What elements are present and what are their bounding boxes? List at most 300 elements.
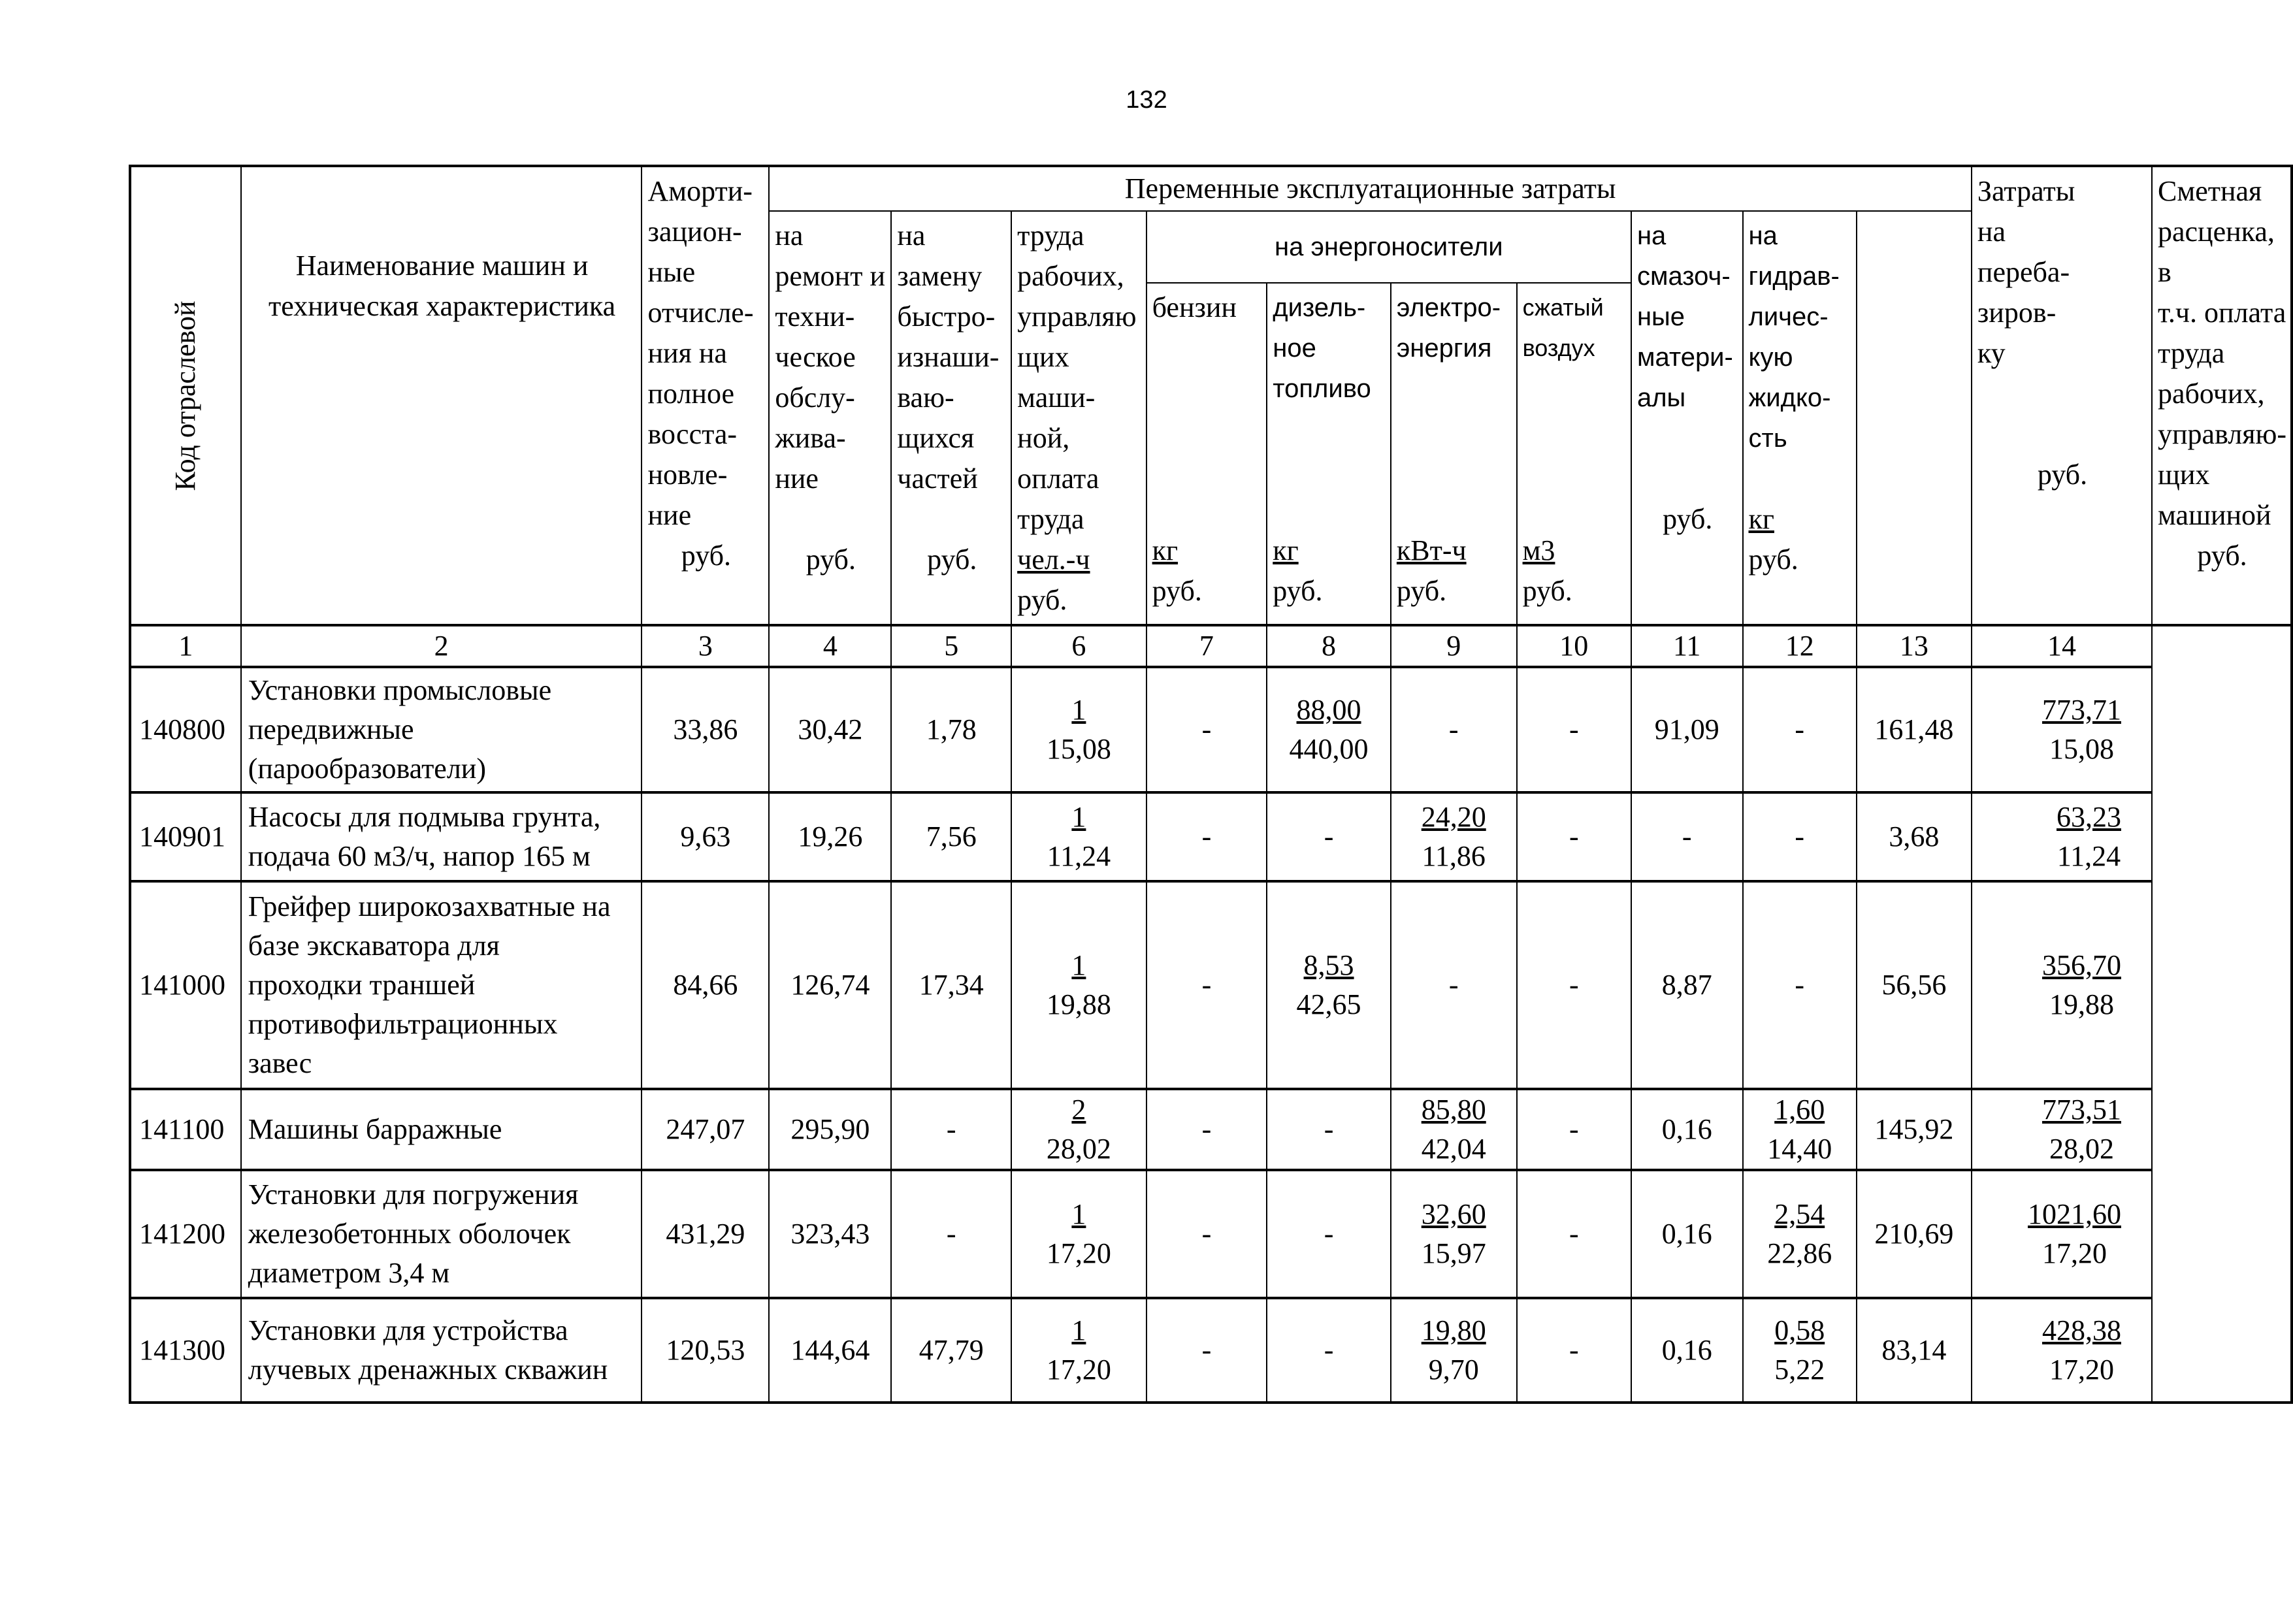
cell-c13: 161,48 bbox=[1857, 667, 1972, 792]
fraction-denominator: 11,24 bbox=[1047, 840, 1111, 872]
spacer bbox=[1977, 414, 2147, 455]
hdr-line: щихся bbox=[897, 422, 975, 454]
hdr-line: смазоч- bbox=[1636, 262, 1731, 291]
fraction-denominator: 28,02 bbox=[2049, 1133, 2114, 1165]
fraction-value bbox=[1767, 1195, 1832, 1273]
fraction-denominator: 17,20 bbox=[2049, 1354, 2114, 1386]
row-name bbox=[241, 1089, 642, 1170]
cell-c8 bbox=[1267, 881, 1391, 1089]
spacer bbox=[1397, 449, 1512, 490]
fraction-numerator: 1 bbox=[1071, 801, 1086, 833]
spacer bbox=[1523, 490, 1627, 530]
fraction-value bbox=[1422, 798, 1486, 876]
hdr-line: отчисле- bbox=[647, 297, 754, 329]
fraction-numerator: 428,38 bbox=[2042, 1314, 2121, 1346]
fraction-numerator: 1 bbox=[1071, 1314, 1086, 1346]
hdr-line: ваю- bbox=[897, 382, 954, 414]
hdr-line: на bbox=[775, 219, 804, 252]
spacer bbox=[775, 499, 886, 540]
hdr-line: зиров- bbox=[1977, 297, 2057, 329]
header-energy: на энергоносители bbox=[1146, 211, 1631, 283]
hdr-line: ные bbox=[647, 256, 696, 288]
cell-c14 bbox=[1972, 792, 2152, 881]
hdr-line: ное bbox=[1273, 334, 1316, 363]
cell-c9: - bbox=[1391, 667, 1517, 792]
table-row bbox=[130, 667, 2292, 792]
page-number: 132 bbox=[1126, 86, 1167, 114]
row-name-line: Установки промысловые bbox=[248, 674, 552, 706]
unit-rub: руб. bbox=[1017, 584, 1067, 616]
column-number: 12 bbox=[1743, 625, 1857, 667]
hdr-line: техни- bbox=[775, 300, 855, 333]
hdr-line: кую bbox=[1748, 343, 1793, 372]
table-row bbox=[130, 1170, 2292, 1298]
spacer bbox=[1397, 409, 1512, 449]
cell-c11: 0,16 bbox=[1631, 1298, 1743, 1403]
cell-c6 bbox=[1011, 1298, 1146, 1403]
fraction-value bbox=[1422, 1311, 1486, 1389]
unit-rub: руб. bbox=[1748, 544, 1798, 576]
header-hydraulic bbox=[1743, 211, 1857, 625]
hdr-line: оплата bbox=[1017, 463, 1099, 495]
hdr-line: матери- bbox=[1636, 343, 1733, 372]
header-name-line: техническая характеристика bbox=[268, 290, 616, 322]
spacer bbox=[1977, 374, 2147, 414]
table-row bbox=[130, 1089, 2292, 1170]
fraction-numerator: 773,51 bbox=[2042, 1094, 2121, 1126]
cell-c14 bbox=[1972, 1298, 2152, 1403]
hdr-line: Сметная bbox=[2158, 175, 2262, 207]
cell-c3: 247,07 bbox=[642, 1089, 769, 1170]
fraction-denominator: 17,20 bbox=[2042, 1237, 2107, 1269]
fraction-denominator: 17,20 bbox=[1046, 1237, 1111, 1269]
unit-rub: руб. bbox=[1663, 503, 1713, 535]
fraction-numerator: 1 bbox=[1071, 949, 1086, 981]
unit-rub: руб. bbox=[2037, 459, 2088, 491]
row-name-line: лучевых дренажных скважин bbox=[248, 1354, 608, 1386]
cell-c12: - bbox=[1743, 881, 1857, 1089]
column-number: 7 bbox=[1146, 625, 1267, 667]
spacer bbox=[1523, 409, 1627, 449]
hdr-line: полное bbox=[647, 378, 735, 410]
row-name-line: подача 60 м3/ч, напор 165 м bbox=[248, 840, 591, 872]
column-number: 5 bbox=[891, 625, 1011, 667]
unit-rub: руб. bbox=[2197, 540, 2247, 572]
cell-c5: 1,78 bbox=[891, 667, 1011, 792]
fraction-denominator: 5,22 bbox=[1774, 1354, 1825, 1386]
cell-c7: - bbox=[1146, 1089, 1267, 1170]
header-petrol bbox=[1146, 283, 1267, 625]
hdr-line: рабочих, bbox=[2158, 378, 2265, 410]
column-number: 3 bbox=[642, 625, 769, 667]
header-row-1 bbox=[130, 166, 2292, 211]
fraction-numerator: 1021,60 bbox=[2028, 1198, 2121, 1230]
hdr-line: ния на bbox=[647, 337, 727, 369]
row-name-line: Насосы для подмыва грунта, bbox=[248, 801, 601, 833]
fraction-numerator: 2,54 bbox=[1774, 1198, 1825, 1230]
fraction-value bbox=[1047, 798, 1111, 876]
cell-c13: 83,14 bbox=[1857, 1298, 1972, 1403]
cell-c6 bbox=[1011, 881, 1146, 1089]
cell-c10: - bbox=[1517, 881, 1631, 1089]
hdr-line: электро- bbox=[1396, 293, 1501, 322]
spacer bbox=[1152, 409, 1263, 449]
fraction-numerator: 1,60 bbox=[1774, 1094, 1825, 1126]
table-row bbox=[130, 1298, 2292, 1403]
unit-kwh: кВт-ч bbox=[1396, 534, 1467, 566]
machine-cost-table bbox=[129, 165, 2293, 1404]
spacer bbox=[1273, 409, 1386, 449]
cell-c3: 120,53 bbox=[642, 1298, 769, 1403]
cell-c6 bbox=[1011, 792, 1146, 881]
fraction-value bbox=[1047, 1090, 1111, 1169]
column-number-row bbox=[130, 625, 2292, 667]
cell-c11: 8,87 bbox=[1631, 881, 1743, 1089]
hdr-line: жидко- bbox=[1748, 383, 1831, 412]
cell-c14 bbox=[1972, 1170, 2152, 1298]
fraction-numerator: 32,60 bbox=[1421, 1198, 1486, 1230]
cell-c10: - bbox=[1517, 667, 1631, 792]
fraction-value bbox=[1297, 946, 1361, 1024]
spacer bbox=[1523, 449, 1627, 490]
header-rate bbox=[2152, 166, 2292, 625]
row-name bbox=[241, 667, 642, 792]
column-number: 8 bbox=[1267, 625, 1391, 667]
column-number: 10 bbox=[1517, 625, 1631, 667]
row-name-line: передвижные bbox=[248, 713, 414, 745]
cell-c4: 126,74 bbox=[769, 881, 891, 1089]
cell-c10: - bbox=[1517, 792, 1631, 881]
spacer bbox=[1637, 418, 1738, 459]
fraction-denominator: 15,97 bbox=[1421, 1237, 1486, 1269]
cell-c7: - bbox=[1146, 667, 1267, 792]
fraction-numerator: 1 bbox=[1071, 694, 1086, 726]
spacer bbox=[1637, 459, 1738, 499]
cell-c4: 144,64 bbox=[769, 1298, 891, 1403]
fraction-denominator: 42,65 bbox=[1296, 988, 1361, 1020]
header-repair bbox=[769, 211, 891, 625]
row-name-line: проходки траншей bbox=[248, 969, 476, 1001]
spacer bbox=[1273, 490, 1386, 530]
unit-rub: руб. bbox=[1273, 575, 1323, 607]
hdr-line: замену bbox=[897, 260, 983, 292]
column-number: 9 bbox=[1391, 625, 1517, 667]
hdr-line: труда bbox=[1017, 503, 1084, 535]
cell-c4: 19,26 bbox=[769, 792, 891, 881]
spacer bbox=[1523, 368, 1627, 409]
fraction-denominator: 11,24 bbox=[2057, 840, 2121, 872]
cell-c12 bbox=[1743, 1089, 1857, 1170]
row-code: 140800 bbox=[130, 667, 241, 792]
fraction-denominator: 15,08 bbox=[1046, 733, 1111, 765]
cell-c6 bbox=[1011, 667, 1146, 792]
header-diesel bbox=[1267, 283, 1391, 625]
fraction-value bbox=[1047, 1311, 1111, 1389]
fraction-numerator: 85,80 bbox=[1421, 1094, 1486, 1126]
row-name-line: базе экскаватора для bbox=[248, 930, 500, 962]
row-name-line: завес bbox=[248, 1047, 312, 1079]
fraction-value bbox=[2042, 690, 2121, 769]
hdr-line: бензин bbox=[1152, 291, 1237, 323]
fraction-denominator: 440,00 bbox=[1289, 733, 1369, 765]
cell-c13: 210,69 bbox=[1857, 1170, 1972, 1298]
row-name-line: противофильтрационных bbox=[248, 1008, 558, 1040]
hdr-line: жива- bbox=[775, 422, 846, 454]
fraction-denominator: 42,04 bbox=[1421, 1133, 1486, 1165]
cell-c4: 323,43 bbox=[769, 1170, 891, 1298]
cell-c3: 9,63 bbox=[642, 792, 769, 881]
spacer bbox=[1152, 490, 1263, 530]
hdr-line: управляю bbox=[1017, 300, 1137, 333]
hdr-line: переба- bbox=[1977, 256, 2070, 288]
hdr-line: топливо bbox=[1273, 374, 1371, 403]
row-name-line: Грейфер широкозахватные на bbox=[248, 890, 611, 922]
fraction-numerator: 24,20 bbox=[1421, 801, 1486, 833]
fraction-value bbox=[1767, 1090, 1832, 1169]
header-name bbox=[241, 166, 642, 625]
hdr-line: управляю- bbox=[2158, 418, 2286, 450]
table-body bbox=[130, 667, 2292, 1403]
hdr-line: рабочих, bbox=[1017, 260, 1124, 292]
cell-c10: - bbox=[1517, 1298, 1631, 1403]
fraction-denominator: 22,86 bbox=[1767, 1237, 1832, 1269]
cell-c7: - bbox=[1146, 1170, 1267, 1298]
spacer bbox=[1152, 449, 1263, 490]
row-name-line: (парообразователи) bbox=[248, 753, 486, 785]
fraction-value bbox=[1047, 946, 1111, 1024]
hdr-line: на bbox=[1636, 221, 1667, 250]
unit-rub: руб. bbox=[1396, 575, 1447, 607]
row-code: 141200 bbox=[130, 1170, 241, 1298]
hdr-line: машиной bbox=[2158, 499, 2271, 531]
cell-c12 bbox=[1743, 1298, 1857, 1403]
cell-c3: 33,86 bbox=[642, 667, 769, 792]
cell-c3: 431,29 bbox=[642, 1170, 769, 1298]
cell-c6 bbox=[1011, 1170, 1146, 1298]
header-electricity bbox=[1391, 283, 1517, 625]
hdr-line: изнаши- bbox=[897, 341, 1000, 373]
hdr-line: восста- bbox=[647, 418, 738, 450]
hdr-line: ные bbox=[1636, 302, 1685, 331]
table-row bbox=[130, 792, 2292, 881]
header-lubricants bbox=[1631, 211, 1743, 625]
hdr-line: личес- bbox=[1748, 302, 1829, 331]
cell-c6 bbox=[1011, 1089, 1146, 1170]
row-code: 141100 bbox=[130, 1089, 241, 1170]
unit-rub: руб. bbox=[805, 544, 856, 576]
hdr-line: на bbox=[1748, 221, 1778, 250]
fraction-numerator: 63,23 bbox=[2057, 801, 2121, 833]
hdr-line: ку bbox=[1977, 337, 2006, 369]
cell-c14 bbox=[1972, 667, 2152, 792]
hdr-line: ремонт и bbox=[775, 260, 886, 292]
fraction-value bbox=[1047, 1195, 1111, 1273]
header-relocation bbox=[1972, 166, 2152, 625]
row-name-line: железобетонных оболочек bbox=[248, 1218, 571, 1250]
cell-c5: - bbox=[891, 1170, 1011, 1298]
spacer bbox=[1749, 459, 1852, 499]
fraction-denominator: 17,20 bbox=[1046, 1354, 1111, 1386]
cell-c7: - bbox=[1146, 881, 1267, 1089]
hdr-line: новле- bbox=[647, 459, 728, 491]
hdr-line: на bbox=[897, 219, 926, 252]
hdr-line: алы bbox=[1636, 383, 1686, 412]
cell-c5: 7,56 bbox=[891, 792, 1011, 881]
fraction-denominator: 28,02 bbox=[1046, 1133, 1111, 1165]
hdr-line: ческое bbox=[775, 341, 856, 373]
header-amortization bbox=[642, 166, 769, 625]
hdr-line: ной, bbox=[1017, 422, 1070, 454]
cell-c9 bbox=[1391, 1089, 1517, 1170]
row-name bbox=[241, 1298, 642, 1403]
fraction-value bbox=[1047, 690, 1111, 769]
hdr-line: обслу- bbox=[775, 382, 855, 414]
unit-m3: м3 bbox=[1522, 534, 1555, 566]
hdr-line: быстро- bbox=[897, 300, 996, 333]
row-name bbox=[241, 1170, 642, 1298]
hdr-line: энергия bbox=[1396, 334, 1492, 363]
cell-c4: 30,42 bbox=[769, 667, 891, 792]
hdr-line: Аморти- bbox=[647, 175, 753, 207]
cell-c12: - bbox=[1743, 667, 1857, 792]
spacer bbox=[1152, 328, 1263, 368]
cell-c13: 145,92 bbox=[1857, 1089, 1972, 1170]
hdr-line: ние bbox=[647, 499, 692, 531]
cell-c11: 91,09 bbox=[1631, 667, 1743, 792]
hdr-line: т.ч. оплата bbox=[2158, 297, 2286, 329]
row-code: 140901 bbox=[130, 792, 241, 881]
cell-c9: - bbox=[1391, 881, 1517, 1089]
header-code bbox=[130, 166, 241, 625]
fraction-denominator: 9,70 bbox=[1428, 1354, 1479, 1386]
column-number: 1 bbox=[130, 625, 241, 667]
column-number: 4 bbox=[769, 625, 891, 667]
hdr-line: труда bbox=[1017, 219, 1084, 252]
hdr-line: воздух bbox=[1522, 334, 1595, 361]
unit-rub: руб. bbox=[1152, 575, 1202, 607]
fraction-numerator: 88,00 bbox=[1296, 694, 1361, 726]
cell-c13: 56,56 bbox=[1857, 881, 1972, 1089]
fraction-value bbox=[1290, 690, 1369, 769]
row-name-line: Установки для погружения bbox=[248, 1178, 579, 1210]
cell-c14 bbox=[1972, 1089, 2152, 1170]
header-parts bbox=[891, 211, 1011, 625]
cell-c5: - bbox=[891, 1089, 1011, 1170]
fraction-value bbox=[2057, 798, 2121, 876]
hdr-line: зацион- bbox=[647, 216, 742, 248]
cell-c9 bbox=[1391, 1170, 1517, 1298]
hdr-line: труда bbox=[2158, 337, 2225, 369]
cell-c10: - bbox=[1517, 1089, 1631, 1170]
cell-c3: 84,66 bbox=[642, 881, 769, 1089]
hdr-line: маши- bbox=[1017, 382, 1096, 414]
cell-c8: - bbox=[1267, 1089, 1391, 1170]
fraction-value bbox=[1774, 1311, 1825, 1389]
cell-c11: 0,16 bbox=[1631, 1170, 1743, 1298]
spacer bbox=[1397, 490, 1512, 530]
cell-c5: 17,34 bbox=[891, 881, 1011, 1089]
spacer bbox=[1152, 368, 1263, 409]
unit-kg: кг bbox=[1748, 503, 1774, 535]
hdr-line: щих bbox=[2158, 459, 2210, 491]
fraction-denominator: 15,08 bbox=[2049, 733, 2114, 765]
hdr-line: ние bbox=[775, 463, 819, 495]
unit-kg: кг bbox=[1152, 534, 1179, 566]
cell-c11: - bbox=[1631, 792, 1743, 881]
row-name bbox=[241, 881, 642, 1089]
header-code-label: Код отраслевой bbox=[169, 300, 202, 491]
column-number: 6 bbox=[1011, 625, 1146, 667]
cell-c5: 47,79 bbox=[891, 1298, 1011, 1403]
fraction-denominator: 19,88 bbox=[1046, 988, 1111, 1020]
column-number: 2 bbox=[241, 625, 642, 667]
fraction-value bbox=[2028, 1195, 2121, 1273]
fraction-numerator: 773,71 bbox=[2042, 694, 2121, 726]
fraction-value bbox=[2042, 946, 2121, 1024]
fraction-value bbox=[1422, 1195, 1486, 1273]
fraction-numerator: 356,70 bbox=[2042, 949, 2121, 981]
row-code: 141000 bbox=[130, 881, 241, 1089]
unit-rub: руб. bbox=[1522, 575, 1572, 607]
fraction-value bbox=[2042, 1311, 2121, 1389]
spacer bbox=[1273, 449, 1386, 490]
row-name-line: диаметром 3,4 м bbox=[248, 1257, 450, 1289]
header-labor bbox=[1011, 211, 1146, 625]
column-number: 13 bbox=[1857, 625, 1972, 667]
fraction-numerator: 19,80 bbox=[1421, 1314, 1486, 1346]
cell-c9 bbox=[1391, 792, 1517, 881]
fraction-numerator: 1 bbox=[1071, 1198, 1086, 1230]
cell-c7: - bbox=[1146, 792, 1267, 881]
unit-man-hours: чел.-ч bbox=[1017, 544, 1090, 576]
fraction-numerator: 8,53 bbox=[1303, 949, 1354, 981]
cell-c13: 3,68 bbox=[1857, 792, 1972, 881]
header-name-line: Наименование машин и bbox=[295, 250, 589, 282]
cell-c8: - bbox=[1267, 1298, 1391, 1403]
hdr-line: сжатый bbox=[1522, 294, 1604, 321]
unit-rub: руб. bbox=[927, 544, 977, 576]
row-name bbox=[241, 792, 642, 881]
cell-c7: - bbox=[1146, 1298, 1267, 1403]
row-name-line: Установки для устройства bbox=[248, 1314, 568, 1346]
fraction-numerator: 2 bbox=[1071, 1094, 1086, 1126]
hdr-line: гидрав- bbox=[1748, 262, 1840, 291]
row-name-line: Машины барражные bbox=[248, 1113, 502, 1145]
cell-c9 bbox=[1391, 1298, 1517, 1403]
hdr-line: расценка, в bbox=[2158, 216, 2275, 288]
hdr-line: частей bbox=[897, 463, 978, 495]
fraction-denominator: 11,86 bbox=[1422, 840, 1486, 872]
spacer bbox=[1397, 368, 1512, 409]
spacer bbox=[897, 499, 1007, 540]
hdr-line: дизель- bbox=[1273, 293, 1366, 322]
hdr-line: щих bbox=[1017, 341, 1069, 373]
cell-c12 bbox=[1743, 1170, 1857, 1298]
table-row bbox=[130, 881, 2292, 1089]
hdr-line: сть bbox=[1748, 424, 1787, 453]
row-code: 141300 bbox=[130, 1298, 241, 1403]
header-variable-costs: Переменные эксплуатационные затраты bbox=[769, 166, 1972, 211]
cell-c8: - bbox=[1267, 792, 1391, 881]
fraction-denominator: 14,40 bbox=[1767, 1133, 1832, 1165]
fraction-denominator: 19,88 bbox=[2049, 988, 2114, 1020]
column-number: 14 bbox=[1972, 625, 2152, 667]
cell-c14 bbox=[1972, 881, 2152, 1089]
fraction-value bbox=[1422, 1090, 1486, 1169]
unit-kg: кг bbox=[1273, 534, 1299, 566]
unit-rub: руб. bbox=[681, 540, 732, 572]
fraction-value bbox=[2042, 1090, 2121, 1169]
